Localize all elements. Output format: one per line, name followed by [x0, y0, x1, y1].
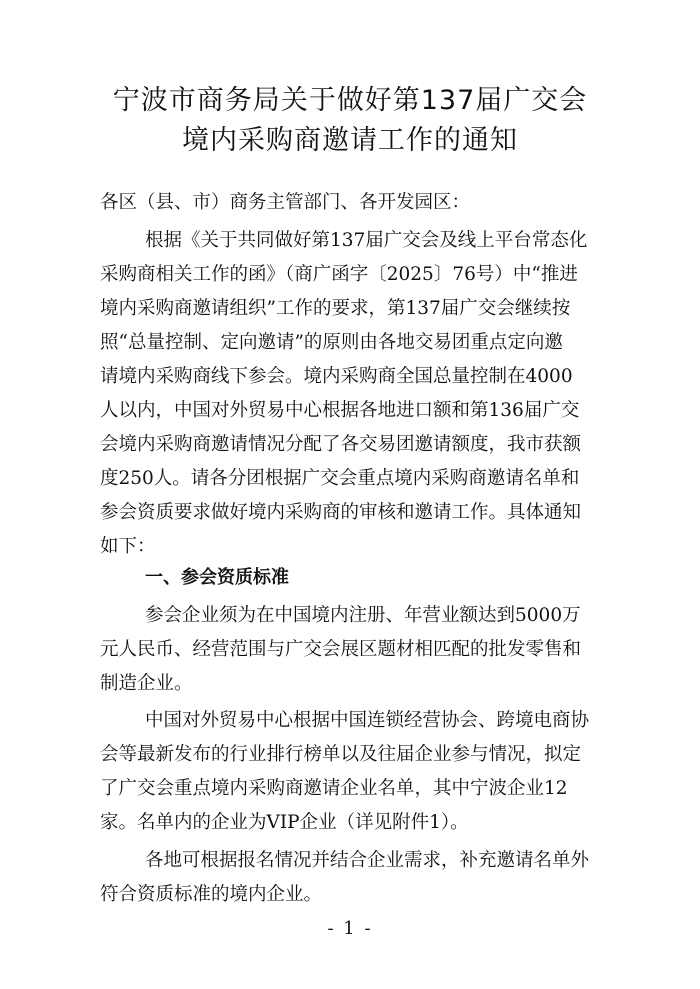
- para2-line: 参会企业须为在中国境内注册、年营业额达到5000万: [145, 605, 581, 626]
- salutation: 各区（县、市）商务主管部门、各开发园区：: [100, 192, 471, 213]
- para1-line: 请境内采购商线下参会。境内采购商全国总量控制在4000: [100, 366, 573, 387]
- section-heading-1: 一、参会资质标准: [145, 567, 289, 588]
- title-line-1: 宁波市商务局关于做好第137届广交会: [112, 85, 588, 116]
- para1-line: 根据《关于共同做好第137届广交会及线上平台常态化: [145, 230, 588, 251]
- para4-line: 符合资质标准的境内企业。: [100, 884, 323, 905]
- para4-line: 各地可根据报名情况并结合企业需求，补充邀请名单外: [145, 850, 590, 871]
- para1-line: 度250人。请各分团根据广交会重点境内采购商邀请名单和: [100, 468, 580, 489]
- para3-line: 了广交会重点境内采购商邀请企业名单，其中宁波企业12: [100, 778, 568, 799]
- para3-line: 家。名单内的企业为VIP企业（详见附件1）。: [100, 812, 469, 833]
- title-line-2: 境内采购商邀请工作的通知: [182, 125, 518, 156]
- para3-line: 中国对外贸易中心根据中国连锁经营协会、跨境电商协: [145, 710, 590, 731]
- para1-line: 如下：: [100, 536, 156, 557]
- para3-line: 会等最新发布的行业排行榜单以及往届企业参与情况，拟定: [100, 744, 582, 765]
- para1-line: 境内采购商邀请组织”工作的要求，第137届广交会继续按: [100, 298, 571, 319]
- para1-line: 参会资质要求做好境内采购商的审核和邀请工作。具体通知: [100, 502, 582, 523]
- page-number: - 1 -: [327, 918, 373, 939]
- para1-line: 采购商相关工作的函》（商广函字〔2025〕76号）中“推进: [100, 264, 578, 285]
- para1-line: 人以内，中国对外贸易中心根据各地进口额和第136届广交: [100, 400, 580, 421]
- para1-line: 会境内采购商邀请情况分配了各交易团邀请额度，我市获额: [100, 434, 582, 455]
- para1-line: 照“总量控制、定向邀请”的原则由各地交易团重点定向邀: [100, 332, 563, 353]
- para2-line: 制造企业。: [100, 673, 193, 694]
- para2-line: 元人民币、经营范围与广交会展区题材相匹配的批发零售和: [100, 639, 582, 660]
